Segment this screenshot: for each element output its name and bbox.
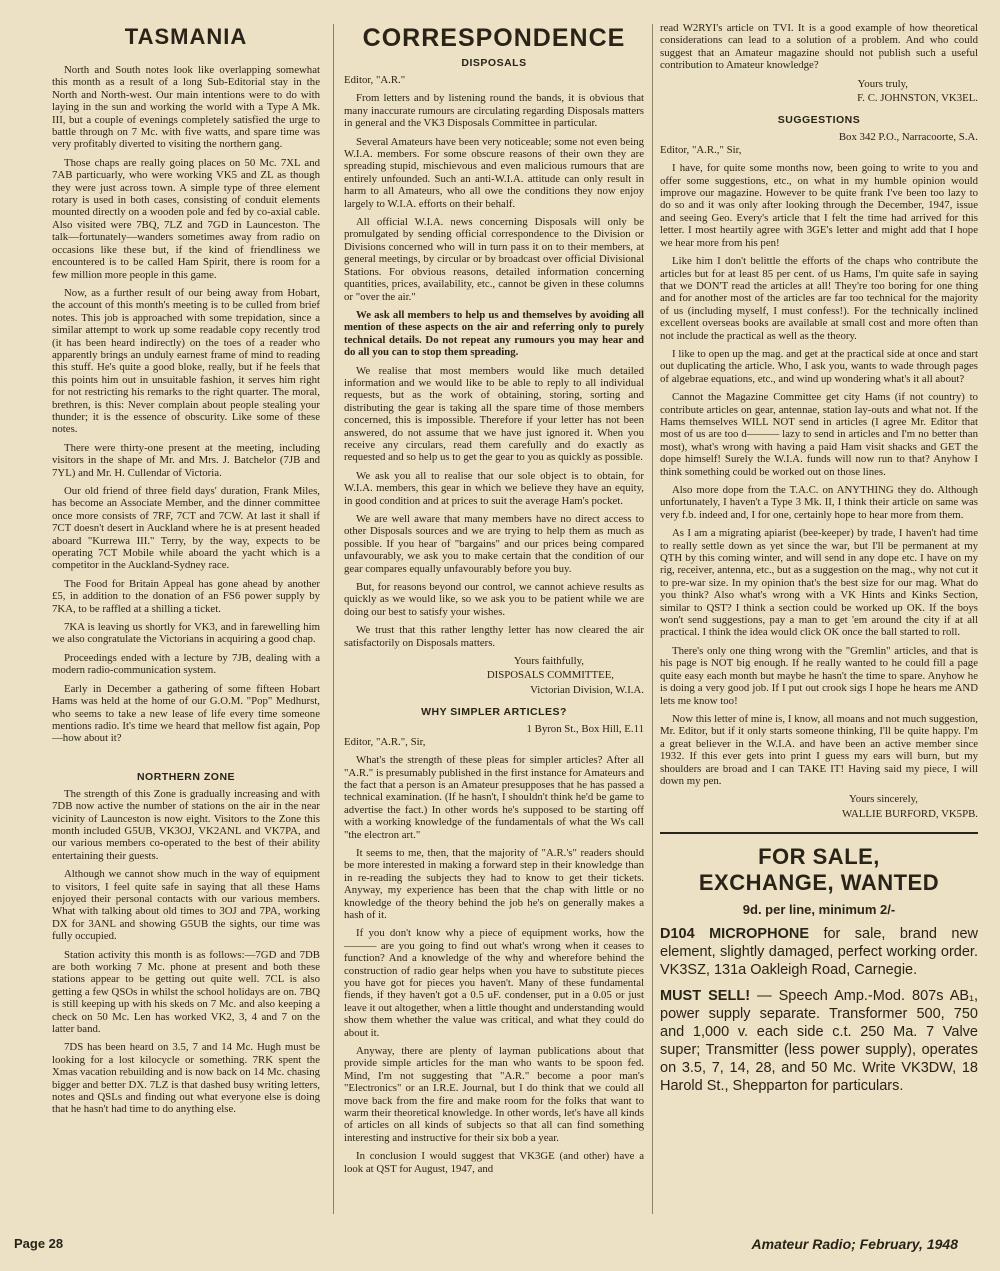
ad-headline: D104 MICROPHONE <box>660 926 809 943</box>
letter-paragraph: We trust that this rather lengthy letter has now cleared the air satisfactorily on Disposals matters. <box>344 624 644 649</box>
salutation: Editor, "A.R.," Sir, <box>660 143 742 156</box>
letter-paragraph: We ask you all to realise that our sole object is to obtain, for W.I.A. members, this gear in which we believe they have an equity, in good condition and at prices to suit the average Ham's pocket. <box>344 469 644 507</box>
bold-appeal-paragraph: We ask all members to help us and themselves by avoiding all mention of these aspects on the air and referring only to purely technical details. Do not repeat any rumours you may hear and do all you can to stop them spreading. <box>344 308 644 359</box>
signature: WALLIE BURFORD, VK5PB. <box>842 807 978 820</box>
letter-paragraph: In conclusion I would suggest that VK3GE (and other) have a look at QST for August, 1947, and <box>344 1150 644 1175</box>
signoff: Yours truly, <box>857 77 908 90</box>
column-divider <box>652 24 653 1214</box>
letter-paragraph: All official W.I.A. news concerning Disposals will only be promulgated by sending official correspondence to the Division or Divisions concerned who will in turn pass it on to their members, at general meetings, by circular or by broadcast over official Divisional Stations. For obvious reasons, detailed information concerning quantities, prices, availability, etc., cannot be given in these columns or "over the air." <box>344 216 644 303</box>
ad-body: — Speech Amp.-Mod. 807s AB₁, power supply separate. Transformer 500, 750 and 1,000 v. each side c.t. 250 Ma. 7 Valve super; Transmitter (less power supply), operates on 3.5, 7, 14, 28, and 50 Mc. Write VK3DW, 18 Harold St., Shepparton for particulars. <box>660 988 978 1095</box>
classifieds-heading-line1: FOR SALE, <box>758 844 880 870</box>
simpler-articles-heading: WHY SIMPLER ARTICLES? <box>421 706 567 719</box>
letter-paragraph: As I am a migrating apiarist (bee-keeper) by trade, I haven't had time to really settle down as yet since the war, but I'll be permanent at my QTH by this coming winter, and will send in any dope etc. I have on my rig, receiver, antenna, etc., but as a suggestion on the mag., why not cut it to pre-war size. In my opinion that's the best size for our mag. What do you think? Also what's wrong with a VK Hints and Kinks Section, similar to QST? I think a section could be worked up OK. If the boys won't send suggestions, pay a man to get 'em around the city if at all practical. I think the idea would click OK once the ball started to roll. <box>660 527 978 639</box>
northern-zone-paragraph: The strength of this Zone is gradually increasing and with 7DB now active the number of stations on the air in the near vicinity of Launceston is now eight. Visitors to the Zone this month included G5UB, VK3OJ, VK2ANL and VK7PA, and our various members co-operated to the best of their ability entertaining their guests. <box>52 787 320 862</box>
letter-paragraph: If you don't know why a piece of equipment works, how the ——— are you going to find out what's wrong when it ceases to function? And a knowledge of the why and wherefore behind the construction of radio gear helps when you have to substitute pieces you have got for pieces you haven't. Many of these fundamental fiends, if they haven't got a 0.5 uF. condenser, put in a 0.05 or just leave it out altogether, when a little thought and understanding would show them whether the value was critical, and what they could do about it. <box>344 927 644 1039</box>
letter-paragraph: Now this letter of mine is, I know, all moans and not much suggestion, Mr. Editor, but if it only starts someone thinking, I'll be quite happy. I'm a great believer in the W.I.A. and have been an active member since 1932. If this ever gets into print I guess my ears will burn, but my shoulders are broad and I can TAKE IT! Having said my piece, I will down my pen. <box>660 712 978 787</box>
sender-address: Box 342 P.O., Narracoorte, S.A. <box>838 131 978 144</box>
tasmania-paragraph: North and South notes look like overlapping somewhat this month as a result of a long Sub-Editorial stay in the North and North-west. Our main intentions were to do with laying in the sun and working the world with a Type A Mk. III, but a couple of evenings completely satisfied the urge to battle through on 7 Mc. with five watts, and spare time was very profitably diverted to visiting the northern gang. <box>52 64 320 151</box>
magazine-issue: Amateur Radio; February, 1948 <box>751 1236 958 1252</box>
classified-ad <box>660 925 978 979</box>
page-number: Page 28 <box>14 1236 64 1251</box>
signoff: Yours faithfully, <box>513 655 584 668</box>
classifieds-heading-line2: EXCHANGE, WANTED <box>698 870 940 896</box>
letter-paragraph: Several Amateurs have been very noticeable; some not even being W.I.A. members. For some obscure reasons of their own they are spreading stupid, mischievous and even malicious rumours that are entirely unfounded. Such an anti-W.I.A. attitude can only result in harm to all Amateurs, who all owe the conditions they now enjoy largely to W.I.A. efforts on their behalf. <box>344 135 644 210</box>
letter-paragraph: read W2RYI's article on TVI. It is a good example of how theoretical considerations can lead to a solution of a problem. And who could suggest that an Amateur magazine should not publish such a useful contribution to Amateur knowledge? <box>660 22 978 72</box>
tasmania-paragraph: Proceedings ended with a lecture by 7JB, dealing with a modern radio-communication system. <box>52 651 320 677</box>
suggestions-heading: SUGGESTIONS <box>777 114 861 127</box>
classifieds-rate: 9d. per line, minimum 2/- <box>742 902 896 918</box>
letter-paragraph: Anyway, there are plenty of layman publications about that provide simple articles for the man who wants to be spoon fed. Mind, I'm not suggesting that "A.R." become a poor man's "Electronics" or an I.R.E. Journal, but I do think that we could all move back from the fire and make room for the folks that want to warm their theoretical knowledge. In other words, let's have all kinds of articles on all kinds of subjects so that all can find something interesting and instructive for their six bob a year. <box>344 1045 644 1144</box>
letter-paragraph: Like him I don't belittle the efforts of the chaps who contribute the articles but for at least 85 per cent. of us Hams, I'm quite safe in saying that we DON'T read the articles at all! They're too boring for one thing and for another most of the articles are far too technical for the majority of us (including myself, I must confess!). For the technically inclined excellent overseas books are available at small cost and more often than not include the practical as well as the theory. <box>660 255 978 342</box>
classifieds-section <box>660 832 978 1095</box>
letter-paragraph: We are well aware that many members have no direct access to other Disposals sources and we are trying to help them as much as possible. If you hear of "bargains" and our prices being compared unfavourably, we ask you to make certain that the condition of our gear compares equally unfavourably before you buy. <box>344 513 644 575</box>
tasmania-column <box>52 22 320 1217</box>
salutation: Editor, "A.R." <box>344 74 406 86</box>
tasmania-paragraph: The Food for Britain Appeal has gone ahead by another £5, in addition to the donation of an FS6 power supply by 7KA, to be raffled at a shilling a ticket. <box>52 577 320 615</box>
letter-paragraph: There's only one thing wrong with the "Gremlin" articles, and that is his page is NOT big enough. If he really wanted to he could fill a page quite easy each month but maybe he hasn't the time to spare. Anyhow he is doing a very good job. If I put out crook sigs I hope he hears me AND lets me know too! <box>660 644 978 707</box>
disposals-heading: DISPOSALS <box>461 57 527 69</box>
northern-zone-paragraph: 7DS has been heard on 3.5, 7 and 14 Mc. Hugh must be looking for a lost kilocycle or something. 7RK spent the Xmas vacation rebuilding and is now back on 14 Mc. chasing bigger and better DX. 7LZ is that dashed busy writing letters, notes and QSLs and finding out what everyone else is doing that he hasn't had time to do anything else. <box>52 1041 320 1116</box>
letter-paragraph: Cannot the Magazine Committee get city Hams (if not country) to contribute articles on gear, antennae, station lay-outs and what not. If the Hams themselves WILL NOT send in articles (I agree Mr. Editor that most of us are too d——— lazy to send in articles and I'm no better than most), what's wrong with having a paid Ham visit shacks and GET the dope himself! Surely the W.I.A. funds will now run to that? Anyhow I think something could be worked out on those lines. <box>660 391 978 478</box>
signature-affiliation: Victorian Division, W.I.A. <box>530 683 644 696</box>
ad-body: for sale, brand new element, slightly damaged, perfect working order. VK3SZ, 131a Oakleigh Road, Carnegie. <box>660 926 978 979</box>
letter-paragraph: But, for reasons beyond our control, we cannot achieve results as quickly as we would like, so we ask you to be patient while we are doing our best to satisfy your wishes. <box>344 581 644 618</box>
letter-paragraph: We realise that most members would like much detailed information and we would like to be able to reply to all individual requests, but as the work of obtaining, storing, sorting and distributing the gear is taking all the spare time of those members concerned, this is impossible. Therefore if your letter has not been answered, do not assume that we have just ignored it. When you receive any circulars, read them carefully and do exactly as requested and so help us to get the gear to you as quickly as possible. <box>344 364 644 464</box>
tasmania-paragraph: Now, as a further result of our being away from Hobart, the account of this month's meeting is to be culled from brief notes. This job is approached with some trepidation, since a similar attempt to work up some readable copy recently trod (it has been heard indirectly) on the toes of a reader who apparently brings an unduly earnest frame of mind to reading this stuff. He's quite a good bloke, really, but if he feels that this points him out in unsuitable fashion, it serves him right for not restricting his remarks to the right quarter. The moral, brethren, is this: Never complain about people stealing your thunder; it is the essence of obscurity. Like some of these notes. <box>52 286 320 436</box>
letter-paragraph: It seems to me, then, that the majority of "A.R.'s" readers should be more interested in making a forward step in their knowledge than in re-reading the subjects they had to know to get their tickets. Anyway, my experience has been that the chap with little or no knowledge of the theory behind the job he's on generally makes a hash of it. <box>344 846 644 921</box>
correspondence-column <box>344 22 644 1217</box>
signature: F. C. JOHNSTON, VK3EL. <box>857 92 978 105</box>
salutation: Editor, "A.R.", Sir, <box>344 735 426 748</box>
tasmania-heading: TASMANIA <box>124 24 248 49</box>
letter-paragraph: From letters and by listening round the bands, it is obvious that many inaccurate rumours are circulating regarding Disposals matters in general and the VK3 Disposals Committee in particular. <box>344 92 644 130</box>
northern-zone-heading: NORTHERN ZONE <box>136 770 236 783</box>
tasmania-paragraph: 7KA is leaving us shortly for VK3, and in farewelling him we also congratulate the Victorians in acquiring a good chap. <box>52 621 320 646</box>
letter-paragraph: I have, for quite some months now, been going to write to you and offer some suggestions, etc., on what in my humble opinion would improve our magazine. However to be quite frank I've been too lazy to do so and it was only after looking through the December, 1947, issue and seeing Geo. Every's article that I felt the time had arrived for this letter. I most heartily agree with 3GE's letter and might add that I hope we hear more from his pen! <box>660 162 978 249</box>
sender-address: 1 Byron St., Box Hill, E.11 <box>526 723 644 736</box>
northern-zone-paragraph: Station activity this month is as follows:—7GD and 7DB are both working 7 Mc. phone at present and both these stations appear to be getting out quite well. 7CL is also getting a few QSOs in whilst the school holidays are on. 7BQ is still keeping up with his skeds on 7 Mc. and also keeping a check on 50 Mc. Len has worked VK2, 3, 4 and 7 on the latter band. <box>52 948 320 1036</box>
letter-paragraph: Also more dope from the T.A.C. on ANYTHING they do. Although unfortunately, I haven't a Type 3 Mk. II, I think their article on same was very f.b. indeed and, I for one, certainly hope to hear more from them. <box>660 484 978 521</box>
ad-headline: MUST SELL! <box>660 988 751 1005</box>
tasmania-paragraph: Early in December a gathering of some fifteen Hobart Hams was held at the home of our G.O.M. "Pop" Medhurst, who seems to take a new lease of life every time someone mentions radio. It's time we heard that mellow fist again, Pop—how about it? <box>52 682 320 745</box>
tasmania-paragraph: Those chaps are really going places on 50 Mc. 7XL and 7AB particuarly, who were working VK5 and ZL as though they were just across town. A simple type of three element rotary is used in both cases, consisting of conduit elements mounted directly on a wooden pole and fed by co-axial cable. Also visited were 7BQ, 7LZ and 7GD in Launceston. The talk—fortunately—wanders sometimes away from radio on occasions like these but, if the kind of friendliness we encountered is to be called Ham Spirit, there is room for a few million more people in this game. <box>52 156 320 281</box>
letter-paragraph: I like to open up the mag. and get at the practical side at once and start out duplicating the article. Who, I ask you, wants to wade through pages of algebrae equations, etc., and wind up wondering what's it all about? <box>660 347 978 385</box>
signature: DISPOSALS COMMITTEE, <box>486 669 614 682</box>
correspondence-heading: CORRESPONDENCE <box>362 24 626 52</box>
classified-ad <box>660 987 978 1095</box>
right-column <box>660 22 978 1217</box>
signoff: Yours sincerely, <box>849 793 918 806</box>
letter-paragraph: What's the strength of these pleas for simpler articles? After all "A.R." is presumably published in the first instance for Amateurs and the fact that a person is an Amateur presupposes that he has passed a technical examination. (If he hasn't, I shouldn't think he'd be game to advertise the fact.) In other words he's supposed to be starting off with a working knowledge of the fundamentals of what the Ws call "the electron art." <box>344 754 644 841</box>
column-divider <box>333 24 334 1214</box>
tasmania-paragraph: There were thirty-one present at the meeting, including visitors in the shape of Mr. and Mrs. J. Batchelor (7JB and 7YL) and Mr. H. Cullendar of Victoria. <box>52 441 320 479</box>
northern-zone-paragraph: Although we cannot show much in the way of equipment to visitors, I feel quite safe in saying that all these Hams enjoyed their personal contacts with our various members. What with talking about old times to 3OJ and 7PA, working DX for 3ANL and showing G5UB the sights, our time was fully occupied. <box>52 868 320 943</box>
tasmania-paragraph: Our old friend of three field days' duration, Frank Miles, has become an Associate Member, and the dinner committee once more consists of 7RF, 7CT and 7CW. At last it shall if 7CT doesn't desert in Auckland where he is at present headed aboard "Kurrewa III." Terry, by the way, expects to be operating 7CT Mobile while aboard the yacht which is a competitor in the Auckland-Sydney race. <box>52 485 320 572</box>
